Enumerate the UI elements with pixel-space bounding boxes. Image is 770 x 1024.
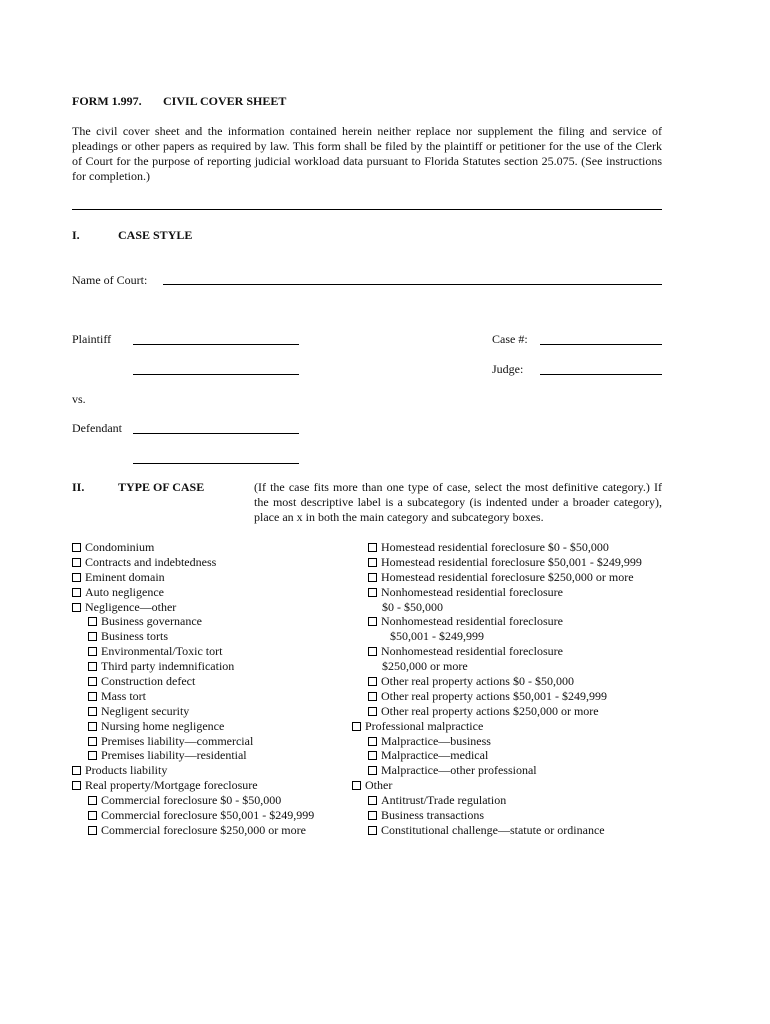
case-subtype-row-continued: $0 - $50,000 bbox=[382, 599, 443, 614]
checkbox[interactable] bbox=[88, 692, 97, 701]
checkbox[interactable] bbox=[72, 588, 81, 597]
section-2-title: TYPE OF CASE bbox=[118, 480, 205, 494]
checkbox[interactable] bbox=[368, 543, 377, 552]
checkbox[interactable] bbox=[368, 796, 377, 805]
checkbox[interactable] bbox=[72, 573, 81, 582]
case-subtype-row[interactable]: Business torts bbox=[72, 629, 314, 644]
case-subtype-row[interactable]: Other real property actions $0 - $50,000 bbox=[352, 674, 642, 689]
case-subtype-row[interactable]: Homestead residential foreclosure $250,000 or more bbox=[352, 570, 642, 585]
case-subtype-row[interactable]: Constitutional challenge—statute or ordinance bbox=[352, 823, 642, 838]
checkbox[interactable] bbox=[88, 632, 97, 641]
case-subtype-row[interactable]: Nonhomestead residential foreclosure bbox=[352, 644, 642, 659]
checkbox[interactable] bbox=[88, 662, 97, 671]
plaintiff-field[interactable] bbox=[133, 344, 299, 345]
checkbox[interactable] bbox=[88, 826, 97, 835]
case-subtype-row[interactable]: Environmental/Toxic tort bbox=[72, 644, 314, 659]
checkbox[interactable] bbox=[368, 707, 377, 716]
checkbox[interactable] bbox=[72, 781, 81, 790]
case-type-row[interactable]: Condominium bbox=[72, 540, 314, 555]
case-subtype-row[interactable]: Nursing home negligence bbox=[72, 719, 314, 734]
case-subtype-row-continued: $250,000 or more bbox=[382, 659, 468, 674]
case-subtype-row[interactable]: Commercial foreclosure $50,001 - $249,999 bbox=[72, 808, 314, 823]
case-type-row[interactable]: Contracts and indebtedness bbox=[72, 555, 314, 570]
checkbox[interactable] bbox=[368, 766, 377, 775]
case-subtype-row[interactable]: Business transactions bbox=[352, 808, 642, 823]
case-type-row[interactable]: Professional malpractice bbox=[352, 719, 642, 734]
case-number-label: Case #: bbox=[492, 332, 528, 346]
judge-label: Judge: bbox=[492, 362, 524, 376]
case-subtype-row[interactable]: Antitrust/Trade regulation bbox=[352, 793, 642, 808]
form-number: FORM 1.997. bbox=[72, 94, 142, 108]
case-subtype-row[interactable]: Other real property actions $250,000 or more bbox=[352, 704, 642, 719]
checkbox[interactable] bbox=[368, 811, 377, 820]
checkbox[interactable] bbox=[368, 677, 377, 686]
case-subtype-row[interactable]: Homestead residential foreclosure $0 - $50,000 bbox=[352, 540, 642, 555]
case-type-list-left bbox=[72, 540, 314, 838]
plaintiff-label: Plaintiff bbox=[72, 332, 112, 346]
case-subtype-row[interactable]: Nonhomestead residential foreclosure bbox=[352, 614, 642, 629]
court-label: Name of Court: bbox=[72, 273, 148, 287]
case-type-row[interactable]: Negligence—other bbox=[72, 600, 314, 615]
defendant-field[interactable] bbox=[133, 433, 299, 434]
case-subtype-row[interactable]: Premises liability—commercial bbox=[72, 734, 314, 749]
checkbox[interactable] bbox=[88, 647, 97, 656]
checkbox[interactable] bbox=[368, 647, 377, 656]
case-subtype-row[interactable]: Malpractice—medical bbox=[352, 748, 642, 763]
case-subtype-row[interactable]: Construction defect bbox=[72, 674, 314, 689]
checkbox[interactable] bbox=[88, 677, 97, 686]
case-type-list-right bbox=[352, 540, 642, 838]
checkbox[interactable] bbox=[368, 737, 377, 746]
defendant-field-2[interactable] bbox=[133, 463, 299, 464]
case-subtype-row[interactable]: Premises liability—residential bbox=[72, 748, 314, 763]
case-subtype-row[interactable]: Third party indemnification bbox=[72, 659, 314, 674]
case-subtype-row-continued: $50,001 - $249,999 bbox=[390, 629, 484, 644]
defendant-label: Defendant bbox=[72, 421, 122, 435]
plaintiff-field-2[interactable] bbox=[133, 374, 299, 375]
checkbox[interactable] bbox=[368, 588, 377, 597]
checkbox[interactable] bbox=[72, 543, 81, 552]
case-subtype-row[interactable]: Commercial foreclosure $0 - $50,000 bbox=[72, 793, 314, 808]
checkbox[interactable] bbox=[368, 751, 377, 760]
section-2-numeral: II. bbox=[72, 480, 85, 494]
section-1-numeral: I. bbox=[72, 228, 80, 242]
checkbox[interactable] bbox=[352, 722, 361, 731]
case-subtype-row[interactable]: Malpractice—business bbox=[352, 734, 642, 749]
judge-field[interactable] bbox=[540, 374, 662, 375]
checkbox[interactable] bbox=[88, 811, 97, 820]
checkbox[interactable] bbox=[88, 737, 97, 746]
checkbox[interactable] bbox=[88, 707, 97, 716]
checkbox[interactable] bbox=[72, 766, 81, 775]
case-subtype-row[interactable]: Mass tort bbox=[72, 689, 314, 704]
section-1-title: CASE STYLE bbox=[118, 228, 193, 242]
section-divider bbox=[72, 209, 662, 210]
intro-paragraph: The civil cover sheet and the information contained herein neither replace nor supplement the filing and service of pleadings or other papers as required by law. This form shall be filed by the plaintiff or petitioner for the use of the Clerk of Court for the purpose of reporting judicial workload data pursuant to Florida Statutes section 25.075. (See instructions for completion.) bbox=[72, 124, 662, 183]
case-subtype-row[interactable]: Homestead residential foreclosure $50,001 - $249,999 bbox=[352, 555, 642, 570]
case-type-row[interactable]: Products liability bbox=[72, 763, 314, 778]
case-subtype-row[interactable]: Commercial foreclosure $250,000 or more bbox=[72, 823, 314, 838]
checkbox[interactable] bbox=[368, 558, 377, 567]
case-type-row[interactable]: Auto negligence bbox=[72, 585, 314, 600]
case-subtype-row[interactable]: Other real property actions $50,001 - $249,999 bbox=[352, 689, 642, 704]
checkbox[interactable] bbox=[368, 692, 377, 701]
checkbox[interactable] bbox=[72, 603, 81, 612]
checkbox[interactable] bbox=[88, 722, 97, 731]
checkbox[interactable] bbox=[88, 796, 97, 805]
case-type-row[interactable]: Other bbox=[352, 778, 642, 793]
checkbox[interactable] bbox=[72, 558, 81, 567]
case-type-note: (If the case fits more than one type of case, select the most definitive category.) If the most descriptive label is a subcategory (is indented under a broader category), place an x in both the main category and subcategory boxes. bbox=[254, 480, 662, 524]
checkbox[interactable] bbox=[368, 573, 377, 582]
checkbox[interactable] bbox=[88, 751, 97, 760]
form-title: CIVIL COVER SHEET bbox=[163, 94, 287, 108]
checkbox[interactable] bbox=[368, 826, 377, 835]
case-subtype-row[interactable]: Nonhomestead residential foreclosure bbox=[352, 585, 642, 600]
case-type-row[interactable]: Real property/Mortgage foreclosure bbox=[72, 778, 314, 793]
case-type-row[interactable]: Eminent domain bbox=[72, 570, 314, 585]
case-subtype-row[interactable]: Business governance bbox=[72, 614, 314, 629]
vs-label: vs. bbox=[72, 392, 86, 406]
case-subtype-row[interactable]: Negligent security bbox=[72, 704, 314, 719]
checkbox[interactable] bbox=[88, 617, 97, 626]
case-number-field[interactable] bbox=[540, 344, 662, 345]
checkbox[interactable] bbox=[352, 781, 361, 790]
court-name-field[interactable] bbox=[163, 284, 662, 285]
checkbox[interactable] bbox=[368, 617, 377, 626]
case-subtype-row[interactable]: Malpractice—other professional bbox=[352, 763, 642, 778]
